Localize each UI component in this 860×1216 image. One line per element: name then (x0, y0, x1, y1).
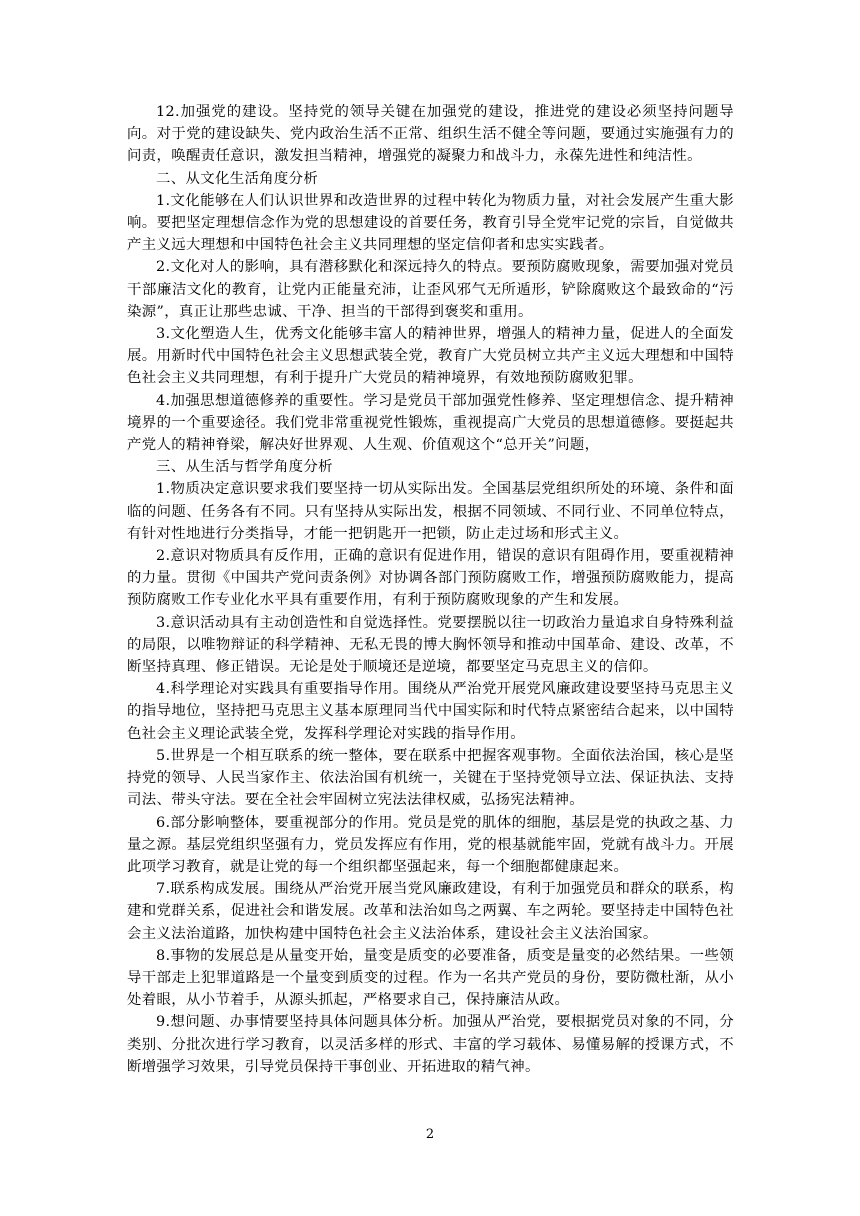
paragraph-philosophy-8: 8.事物的发展总是从量变开始，量变是质变的必要准备，质变是量变的必然结果。一些领导干部走上犯罪道路是一个量变到质变的过程。作为一名共产党员的身份，要防微杜渐，从小处着眼，从小节着手，从源头抓起，严格要求自己，保持廉洁从政。 (127, 947, 734, 1009)
paragraph-culture-3: 3.文化塑造人生，优秀文化能够丰富人的精神世界，增强人的精神力量，促进人的全面发展。用新时代中国特色社会主义思想武装全党，教育广大党员树立共产主义远大理想和中国特色社会主义共同理想，有利于提升广大党员的精神境界，有效地预防腐败犯罪。 (127, 326, 734, 387)
paragraph-philosophy-4: 4.科学理论对实践具有重要指导作用。围绕从严治党开展党风廉政建设要坚持马克思主义的指导地位，坚持把马克思主义基本原理同当代中国实际和时代特点紧密结合起来，以中国特色社会主义理论武装全党，发挥科学理论对实践的指导作用。 (127, 681, 734, 742)
paragraph-culture-1: 1.文化能够在人们认识世界和改造世界的过程中转化为物质力量，对社会发展产生重大影响。要把坚定理想信念作为党的思想建设的首要任务，教育引导全党牢记党的宗旨，自觉做共产主义远大理想和中国特色社会主义共同理想的坚定信仰者和忠实实践者。 (127, 192, 734, 254)
paragraph-philosophy-3: 3.意识活动具有主动创造性和自觉选择性。党要摆脱以往一切政治力量追求自身特殊利益的局限，以唯物辩证的科学精神、无私无畏的博大胸怀领导和推动中国革命、建设、改革，不断坚持真理、修正错误。无论是处于顺境还是逆境，都要坚定马克思主义的信仰。 (127, 614, 734, 676)
paragraph-philosophy-2: 2.意识对物质具有反作用，正确的意识有促进作用，错误的意识有阻碍作用，要重视精神的力量。贯彻《中国共产党问责条例》对协调各部门预防腐败工作，增强预防腐败能力，提高预防腐败工作专业化水平具有重要作用，有利于预防腐败现象的产生和发展。 (127, 548, 734, 609)
document-body (127, 101, 734, 1078)
paragraph-culture-2: 2.文化对人的影响，具有潜移默化和深远持久的特点。要预防腐败现象，需要加强对党员干部廉洁文化的教育，让党内正能量充沛，让歪风邪气无所遁形，铲除腐败这个最致命的“污染源”，真正让那些忠诚、干净、担当的干部得到褒奖和重用。 (127, 259, 734, 320)
paragraph-philosophy-7: 7.联系构成发展。围绕从严治党开展当党风廉政建设，有利于加强党员和群众的联系，构建和党群关系，促进社会和谐发展。改革和法治如鸟之两翼、车之两轮。要坚持走中国特色社会主义法治道路，加快构建中国特色社会主义法治体系，建设社会主义法治国家。 (127, 881, 734, 942)
paragraph-philosophy-9: 9.想问题、办事情要坚持具体问题具体分析。加强从严治党，要根据党员对象的不同，分类别、分批次进行学习教育，以灵活多样的形式、丰富的学习载体、易懂易解的授课方式，不断增强学习效果，引导党员保持干事创业、开拓进取的精气神。 (127, 1014, 734, 1075)
paragraph-philosophy-1: 1.物质决定意识要求我们要坚持一切从实际出发。全国基层党组织所处的环境、条件和面临的问题、任务各有不同。只有坚持从实际出发，根据不同领域、不同行业、不同单位特点，有针对性地进行分类指导，才能一把钥匙开一把锁，防止走过场和形式主义。 (127, 481, 734, 542)
page-number: 2 (425, 1127, 435, 1142)
paragraph-party-building: 12.加强党的建设。坚持党的领导关键在加强党的建设，推进党的建设必须坚持问题导向。对于党的建设缺失、党内政治生活不正常、组织生活不健全等问题，要通过实施强有力的问责，唤醒责任意识，激发担当精神，增强党的凝聚力和战斗力，永葆先进性和纯洁性。 (127, 104, 734, 165)
section-heading-culture: 二、从文化生活角度分析 (156, 170, 319, 187)
paragraph-philosophy-6: 6.部分影响整体，要重视部分的作用。党员是党的肌体的细胞，基层是党的执政之基、力量之源。基层党组织坚强有力，党员发挥应有作用，党的根基就能牢固，党就有战斗力。开展此项学习教育，就是让党的每一个组织都坚强起来，每一个细胞都健康起来。 (127, 814, 734, 875)
paragraph-culture-4: 4.加强思想道德修养的重要性。学习是党员干部加强党性修养、坚定理想信念、提升精神境界的一个重要途径。我们党非常重视党性锻炼，重视提高广大党员的思想道德修。要挺起共产党人的精神脊梁，解决好世界观、人生观、价值观这个“总开关”问题， (127, 392, 734, 454)
paragraph-philosophy-5: 5.世界是一个相互联系的统一整体，要在联系中把握客观事物。全面依法治国，核心是坚持党的领导、人民当家作主、依法治国有机统一，关键在于坚持党领导立法、保证执法、支持司法、带头守法。要在全社会牢固树立宪法法律权威，弘扬宪法精神。 (127, 747, 734, 809)
section-heading-philosophy: 三、从生活与哲学角度分析 (156, 459, 333, 476)
